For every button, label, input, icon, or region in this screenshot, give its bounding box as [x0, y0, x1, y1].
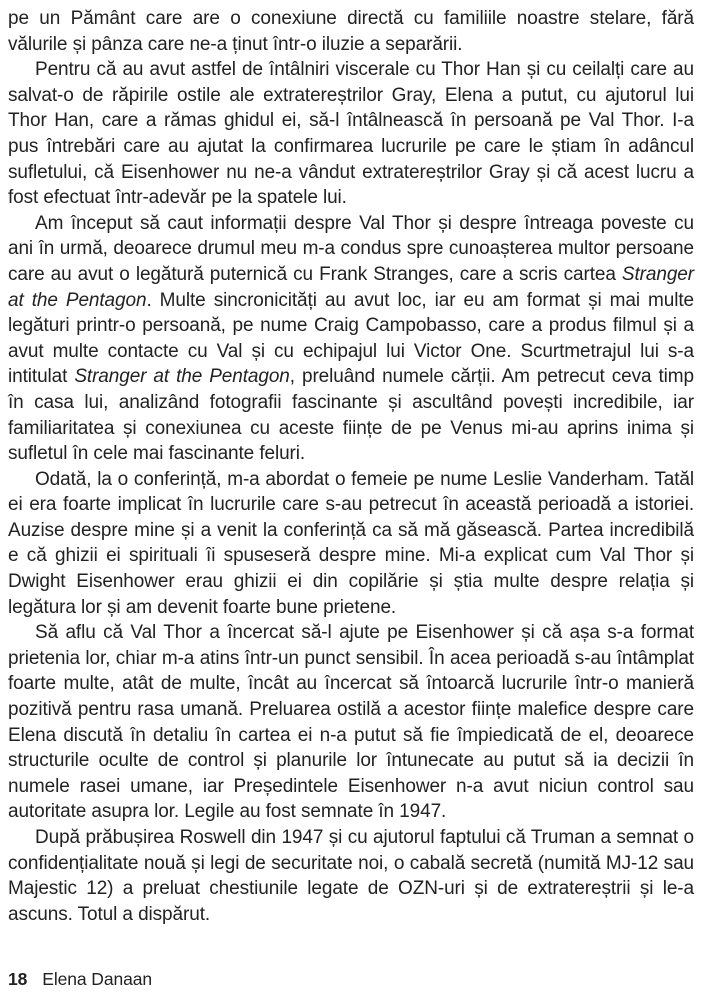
- book-title-italic: Stranger at the Pentagon: [8, 263, 694, 311]
- page-number: 18: [8, 969, 28, 989]
- paragraph-text: După prăbușirea Roswell din 1947 și cu ajutorul faptului că Truman a semnat o confidențialitate nouă și legi de securitate noi, o cabală secretă (numită MJ-12 sau Majestic 12) a preluat chestiunile legate de OZN-uri și de extratereștrii și le-a ascuns. Totul a dispărut.: [8, 827, 694, 925]
- paragraph-text: , preluând numele cărții. Am petrecut ceva timp în casa lui, analizând fotografii fascinante și ascultând povești incredibile, iar familiaritatea și conexiunea cu aceste ființe de pe Venus mi-au aprins inima și sufletul în cele mai fascinante feluri.: [8, 366, 694, 465]
- paragraph-text: pe un Pământ care are o conexiune directă cu familiile noastre stelare, fără vălurile și pânza care ne-a ținut într-o iluzie a separării.: [8, 8, 694, 55]
- paragraph-continuation: [8, 6, 694, 57]
- paragraph-text: Să aflu că Val Thor a încercat să-l ajute pe Eisenhower și că așa s-a format prietenia lor, chiar m-a atins într-un punct sensibil. În acea perioadă s-au întâmplat foarte multe, atât de multe, încât au încercat să întoarcă lucrurile într-o manieră pozitivă pentru rasa umană. Preluarea ostilă a acestor ființe malefice despre care Elena discută în detaliu în cartea ei n-a putut să fie împiedicată de el, deoarece structurile oculte de control și planurile lor întunecate au putut să ia decizii în numele rasei umane, iar Președintele Eisenhower n-a avut niciun control sau autoritate asupra lor. Legile au fost semnate în 1947.: [8, 622, 694, 823]
- film-title-italic: Stranger at the Pentagon: [74, 366, 290, 388]
- page-footer: [8, 969, 152, 990]
- paragraph: [8, 620, 694, 825]
- paragraph-text: Am început să caut informații despre Val Thor și despre întreaga poveste cu ani în urmă, deoarece drumul meu m-a condus spre cunoașterea multor persoane care au avut o legătură puternică cu Frank Stranges, care a scris cartea: [8, 212, 694, 285]
- paragraph: [8, 211, 694, 467]
- paragraph: [8, 825, 694, 927]
- author-name: Elena Danaan: [42, 969, 152, 989]
- paragraph: [8, 57, 694, 211]
- paragraph-text: Odată, la o conferință, m-a abordat o femeie pe nume Leslie Vanderham. Tatăl ei era foarte implicat în lucrurile care s-au petrecut în această perioadă a istoriei. Auzise despre mine și a venit la conferință ca să mă găsească. Partea incredibilă e că ghizii ei spirituali îi spuseseră despre mine. Mi-a explicat cum Val Thor și Dwight Eisenhower erau ghizii ei din copilărie și știa multe despre relația și legătura lor și am devenit foarte bune prietene.: [8, 468, 694, 618]
- paragraph-text: Pentru că au avut astfel de întâlniri viscerale cu Thor Han și cu ceilalți care au salvat-o de răpirile ostile ale extratereștrilor Gray, Elena a putut, cu ajutorul lui Thor Han, care a rămas ghidul ei, să-l întâlnească în persoană pe Val Thor. I-a pus întrebări care au ajutat la confirmarea lucrurile pe care le știam în adâncul sufletului, că Eisenhower nu ne-a vândut extratereștrilor Gray și că acest lucru a fost efectuat într-adevăr pe la spatele lui.: [8, 59, 694, 209]
- paragraph: [8, 467, 694, 621]
- paragraph-text: . Multe sincronicități au avut loc, iar eu am format și mai multe legături printr-o persoană, pe nume Craig Campobasso, care a produs filmul și a avut multe contacte cu Val și cu echipajul lui Victor One. Scurtmetrajul lui s-a intitulat: [8, 289, 695, 388]
